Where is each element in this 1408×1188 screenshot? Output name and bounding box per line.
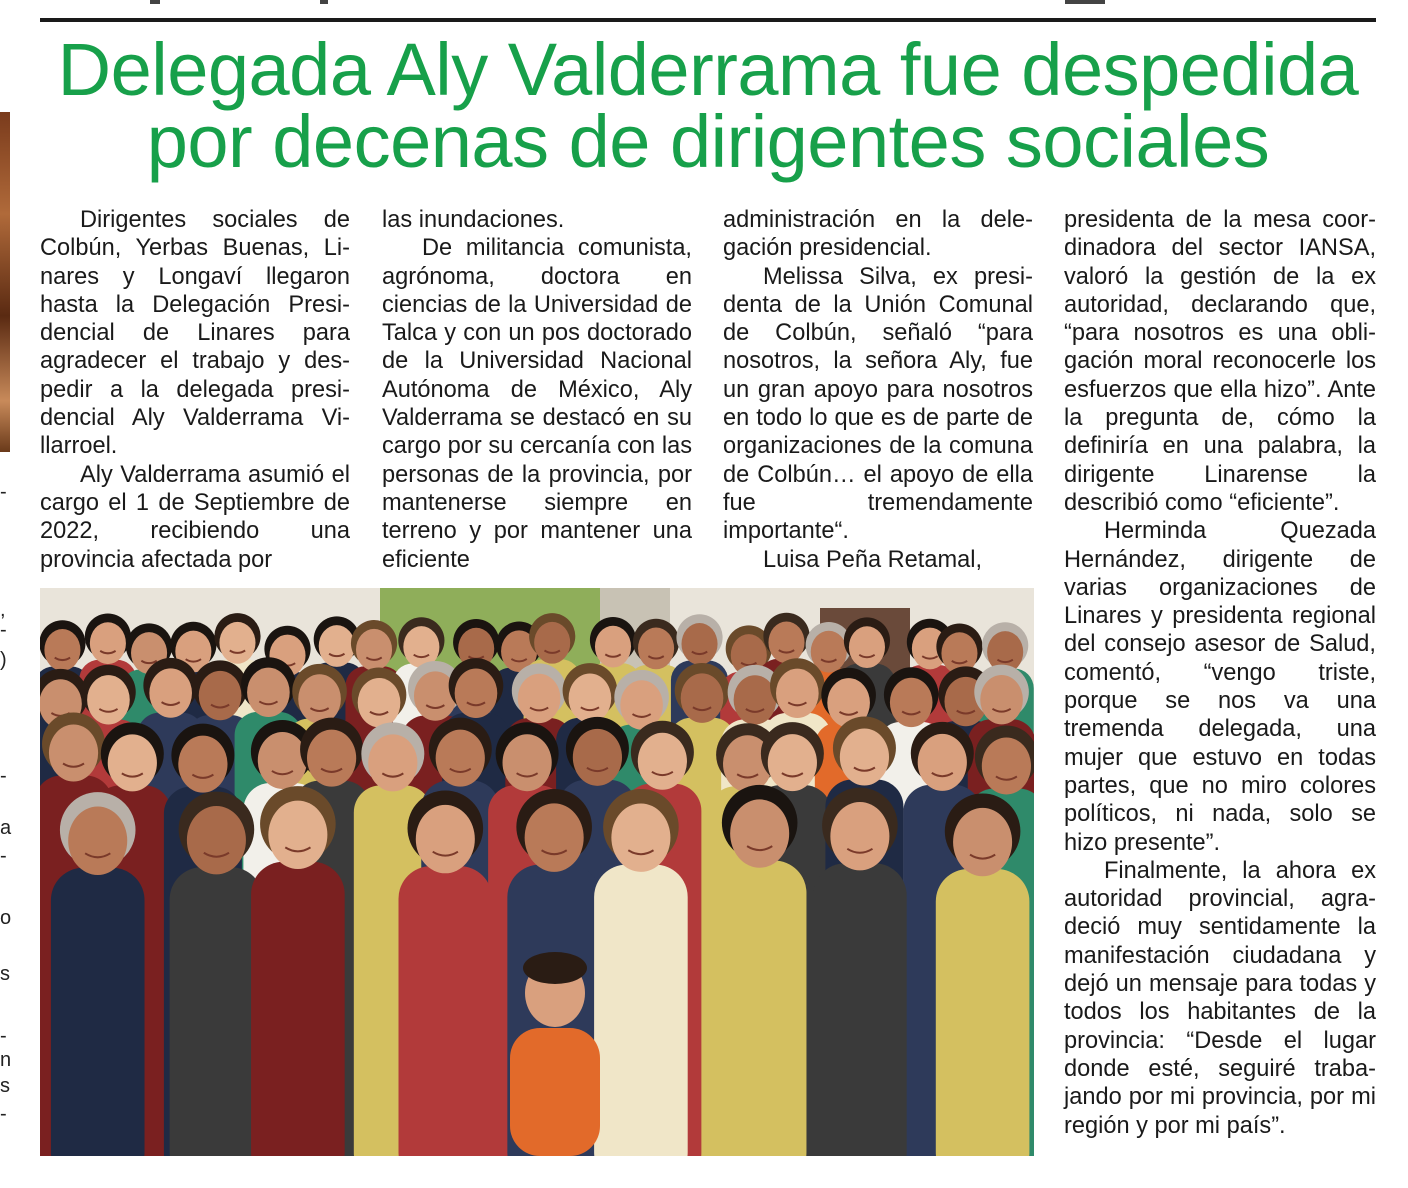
person-face xyxy=(436,730,485,787)
person-face xyxy=(595,626,631,668)
person-face xyxy=(268,801,327,869)
person-face xyxy=(953,808,1012,876)
person-face xyxy=(87,675,130,724)
paragraph: Herminda Quezada Hernández, dirigente de varias organizaciones de Linares y presidenta regional del consejo asesor de Salud, comentó, “vengo triste, porque se nos va una tremenda delegada, una mujer que estuvo en todas partes, que no miro colores políticos, ni nada, solo se hizo presente”. xyxy=(1064,518,1376,856)
paragraph: administración en la delegación presidencial. xyxy=(723,207,1033,262)
person-face xyxy=(840,728,889,785)
person-face xyxy=(199,671,242,720)
person-face xyxy=(776,669,819,718)
person-face xyxy=(258,732,307,789)
paragraph: las inundaciones. xyxy=(382,207,565,233)
person-face xyxy=(356,629,392,671)
person-face xyxy=(980,675,1023,724)
person-face xyxy=(573,729,622,786)
person-face xyxy=(219,622,255,664)
paragraph: Dirigentes sociales de Colbún, Yerbas Buenas, Linares y Longaví llegaron hasta la Delegación Presidencial de Linares para agradecer el trabajo y despedir a la delegada presidencial Aly Valderrama Villarroel. xyxy=(40,207,350,460)
person-face xyxy=(503,734,552,791)
person-face xyxy=(768,622,804,664)
person-body xyxy=(594,865,688,1156)
person-face xyxy=(569,674,612,723)
person-face xyxy=(416,805,475,873)
article-column-3 xyxy=(723,206,1033,574)
person-body xyxy=(713,861,807,1156)
person-face xyxy=(525,803,584,871)
person-face xyxy=(358,678,401,727)
paragraph: Aly Valderrama asumió el cargo el 1 de Septiembre de 2022, recibiendo una provincia afectada por xyxy=(40,461,350,573)
person-face xyxy=(90,622,126,664)
person-face xyxy=(611,803,670,871)
article-column-1 xyxy=(40,206,350,574)
person-face xyxy=(44,629,80,671)
person-face xyxy=(890,678,933,727)
headline-line-2: por decenas de dirigentes sociales xyxy=(146,100,1270,183)
article-column-4 xyxy=(1064,206,1376,1140)
paragraph: Melissa Silva, ex presidenta de la Unión Comunal de Colbún, señaló “para nosotros, la señora Aly, fue un gran apoyo para nosotros en todo lo que es de parte de organizaciones de la comuna de Colbún… el apoyo de ella fue tremendamente importante“. xyxy=(723,263,1033,545)
person-face xyxy=(734,675,777,724)
group-photo xyxy=(40,588,1034,1156)
person-face xyxy=(368,734,417,791)
person-face xyxy=(518,674,561,723)
person-face xyxy=(534,622,570,664)
child-shirt xyxy=(510,1028,600,1156)
adjacent-photo-edge xyxy=(0,112,10,452)
person-face xyxy=(768,734,817,791)
paragraph: Finalmente, la ahora ex autoridad provincial, agradeció muy sentidamente la manifestación ciudadana y dejó un mensaje para todas y todos los habitantes de la provincia: “Desde el lugar donde esté, seguiré trabajando por mi provincia, por mi región y por mi país”. xyxy=(1064,857,1376,1139)
headline xyxy=(40,28,1376,183)
person-face xyxy=(982,737,1031,794)
headline-line-1: Delegada Aly Valderrama fue despedida xyxy=(57,28,1359,111)
person-face xyxy=(455,669,498,718)
person-body xyxy=(51,868,145,1156)
person-face xyxy=(178,736,227,793)
person-face xyxy=(918,734,967,791)
person-face xyxy=(681,673,724,722)
paragraph: De militancia comunista, agrónoma, doctora en ciencias de la Universidad de Talca y con un pos doctorado de la Universidad Nacional Autónoma de México, Aly Valderrama se destacó en su cargo por su cercanía con las personas de la provincia, por mantenerse siempre en terreno y por mantener una eficiente xyxy=(382,235,692,573)
person-face xyxy=(49,724,98,781)
article-column-2 xyxy=(382,206,692,574)
child-hair xyxy=(523,952,587,984)
person-face xyxy=(638,628,674,670)
person-face xyxy=(298,674,341,723)
person-face xyxy=(638,733,687,790)
person-body xyxy=(813,863,907,1156)
person-face xyxy=(68,807,127,875)
person-body xyxy=(170,867,264,1156)
paragraph: Luisa Peña Retamal, xyxy=(763,546,983,573)
paragraph: presidenta de la mesa coordinadora del sector IANSA, valoró la gestión de la ex autoridad, declarando que, “para nosotros es una obligación moral reconocerle los esfuerzos que ella hizo”. Ante la pregunta de, cómo la definiría en una palabra, la dirigente Linarense la describió como “eficiente”. xyxy=(1064,207,1376,516)
person-body xyxy=(251,862,345,1156)
person-face xyxy=(319,625,355,667)
cropped-previous-text xyxy=(0,0,1408,18)
person-face xyxy=(830,802,889,870)
person-face xyxy=(108,734,157,791)
person-face xyxy=(247,668,290,717)
person-face xyxy=(730,799,789,867)
person-face xyxy=(149,668,192,717)
group-photo-illustration xyxy=(40,588,1034,1156)
person-face xyxy=(849,626,885,668)
top-rule xyxy=(40,18,1376,22)
person-body xyxy=(936,869,1030,1156)
adjacent-column-edge: - , - ) - a - o s - n s - xyxy=(0,481,12,1125)
person-face xyxy=(187,806,246,874)
person-body xyxy=(399,866,493,1156)
person-face xyxy=(307,730,356,787)
person-face xyxy=(681,623,717,665)
